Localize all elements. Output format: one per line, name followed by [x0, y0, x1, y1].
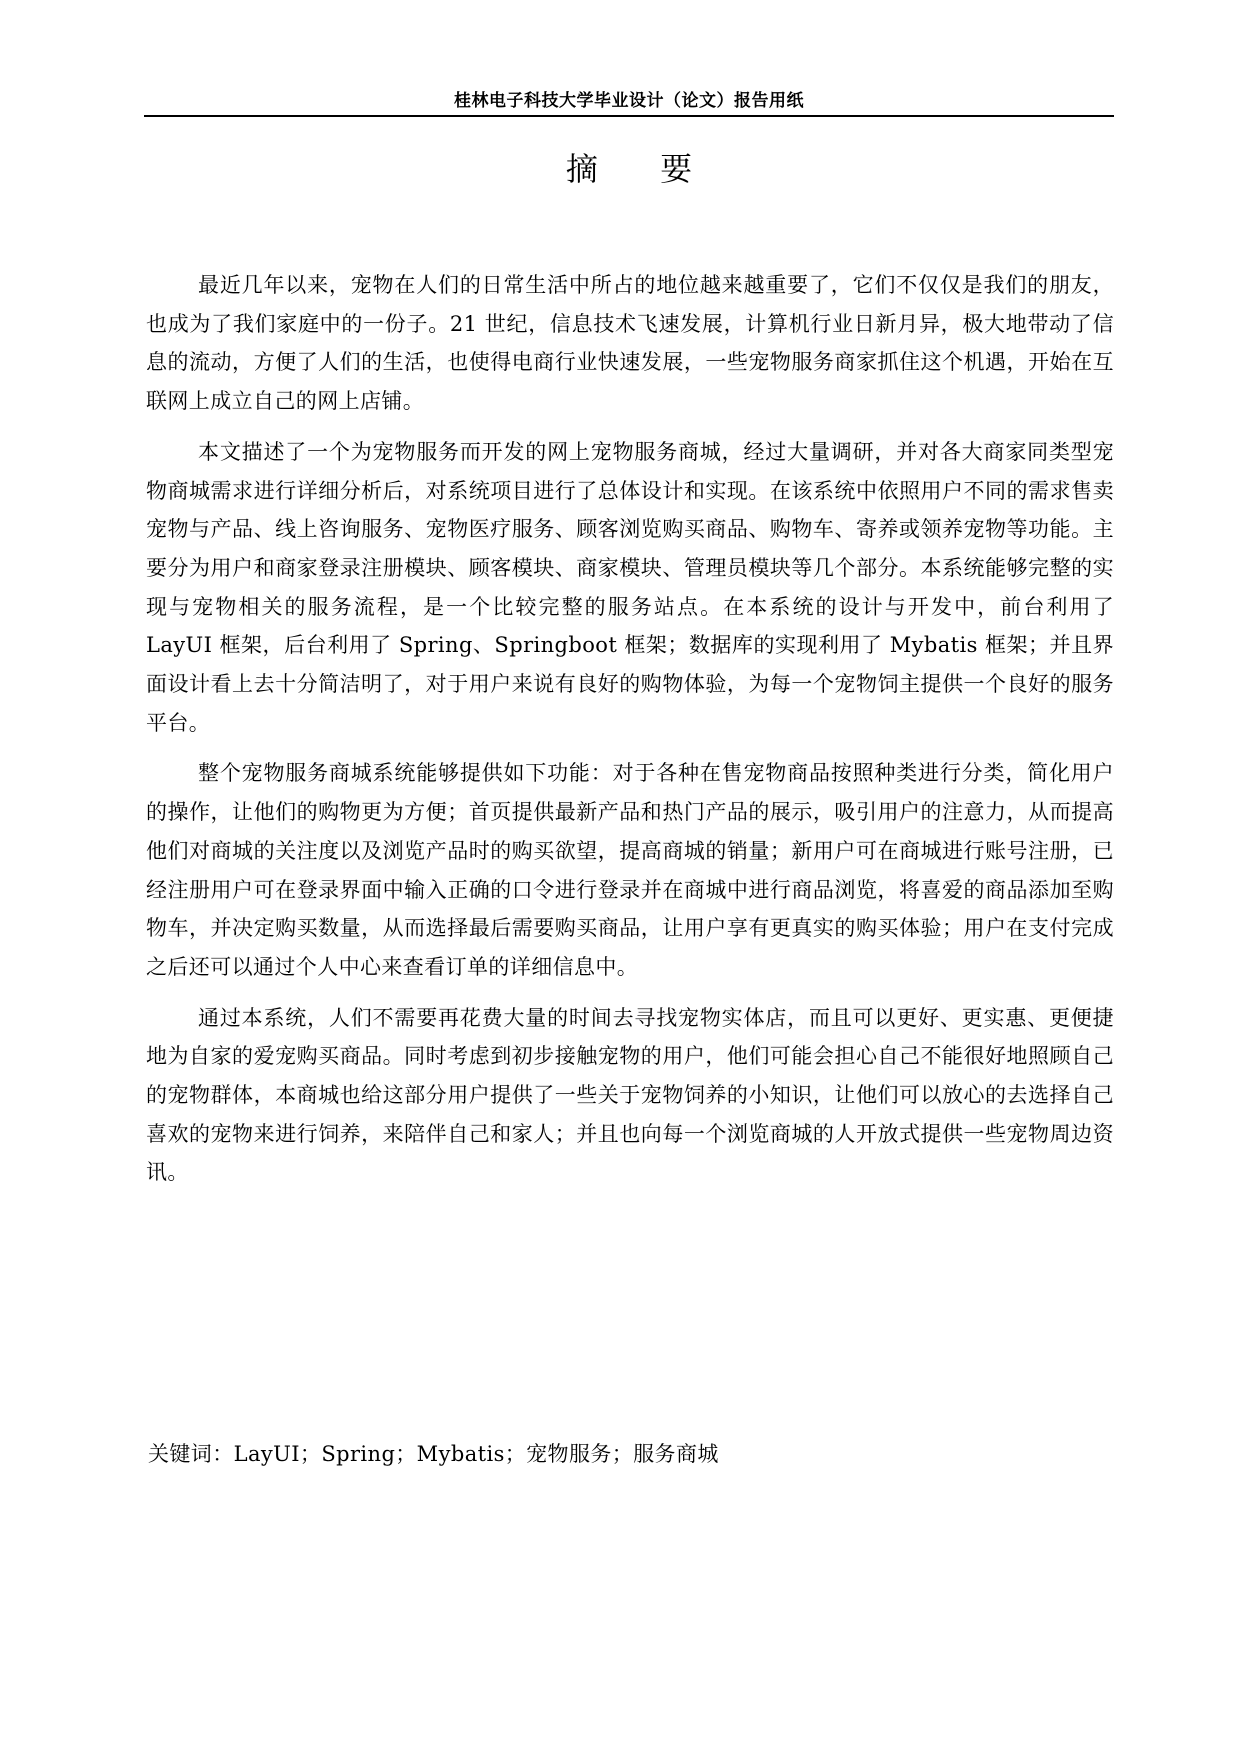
- page-header: 桂林电子科技大学毕业设计（论文）报告用纸: [454, 91, 804, 111]
- abstract-paragraph-2: 本文描述了一个为宠物服务而开发的网上宠物服务商城，经过大量调研，并对各大商家同类型宠物商城需求进行详细分析后，对系统项目进行了总体设计和实现。在该系统中依照用户不同的需求售卖宠物与产品、线上咨询服务、宠物医疗服务、顾客浏览购买商品、购物车、寄养或领养宠物等功能。主要分为用户和商家登录注册模块、顾客模块、商家模块、管理员模块等几个部分。本系统能够完整的实现与宠物相关的服务流程，是一个比较完整的服务站点。在本系统的设计与开发中，前台利用了 LayUI 框架，后台利用了 Spring、Springboot 框架；数据库的实现利用了 Mybatis 框架；并且界面设计看上去十分简洁明了，对于用户来说有良好的购物体验，为每一个宠物饲主提供一个良好的服务平台。: [146, 439, 1114, 735]
- abstract-paragraph-1: 最近几年以来，宠物在人们的日常生活中所占的地位越来越重要了，它们不仅仅是我们的朋友，也成为了我们家庭中的一份子。21 世纪，信息技术飞速发展，计算机行业日新月异，极大地带动了信息的流动，方便了人们的生活，也使得电商行业快速发展，一些宠物服务商家抓住这个机遇，开始在互联网上成立自己的网上店铺。: [146, 273, 1114, 414]
- keywords-label: 关键词：: [148, 1442, 234, 1466]
- abstract-heading: 摘 要: [565, 150, 719, 188]
- header-rule: [144, 115, 1114, 117]
- keywords-line: [148, 1438, 1108, 1470]
- abstract-body: [146, 266, 1114, 1204]
- keywords-text: LayUI；Spring；Mybatis；宠物服务；服务商城: [233, 1442, 719, 1466]
- abstract-paragraph-4: 通过本系统，人们不需要再花费大量的时间去寻找宠物实体店，而且可以更好、更实惠、更便捷地为自家的爱宠购买商品。同时考虑到初步接触宠物的用户，他们可能会担心自己不能很好地照顾自己的宠物群体，本商城也给这部分用户提供了一些关于宠物饲养的小知识，让他们可以放心的去选择自己喜欢的宠物来进行饲养，来陪伴自己和家人；并且也向每一个浏览商城的人开放式提供一些宠物周边资讯。: [146, 1005, 1114, 1185]
- abstract-paragraph-3: 整个宠物服务商城系统能够提供如下功能：对于各种在售宠物商品按照种类进行分类，简化用户的操作，让他们的购物更为方便；首页提供最新产品和热门产品的展示，吸引用户的注意力，从而提高他们对商城的关注度以及浏览产品时的购买欲望，提高商城的销量；新用户可在商城进行账号注册，已经注册用户可在登录界面中输入正确的口令进行登录并在商城中进行商品浏览，将喜爱的商品添加至购物车，并决定购买数量，从而选择最后需要购买商品，让用户享有更真实的购买体验；用户在支付完成之后还可以通过个人中心来查看订单的详细信息中。: [146, 761, 1114, 979]
